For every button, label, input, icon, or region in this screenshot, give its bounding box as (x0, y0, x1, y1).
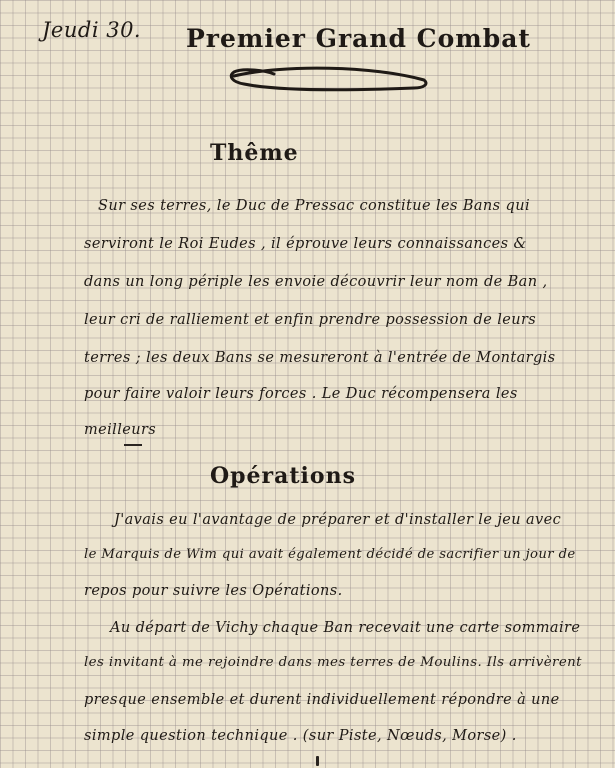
operations-heading: Opérations (210, 463, 356, 489)
operations-line-5: les invitant à me rejoindre dans mes terres de Moulins. Ils arrivèrent (84, 655, 582, 670)
theme-line-7: meilleurs (84, 422, 157, 438)
ink-mark (316, 756, 319, 766)
operations-line-4: Au départ de Vichy chaque Ban recevait une carte sommaire (110, 620, 581, 636)
entry-date: Jeudi 30. (42, 18, 142, 42)
theme-line-2: serviront le Roi Eudes , il éprouve leurs connaissances & (84, 236, 527, 252)
operations-line-3: repos pour suivre les Opérations. (84, 583, 343, 599)
theme-line-3: dans un long périple les envoie découvrir leur nom de Ban , (84, 274, 548, 290)
underline-mark (124, 444, 142, 446)
operations-line-2: le Marquis de Wim qui avait également décidé de sacrifier un jour de (84, 547, 576, 562)
theme-heading: Thême (210, 140, 299, 166)
page-title: Premier Grand Combat (186, 24, 531, 53)
theme-line-1: Sur ses terres, le Duc de Pressac constitue les Bans qui (98, 198, 530, 214)
operations-line-1: J'avais eu l'avantage de préparer et d'installer le jeu avec (114, 512, 562, 528)
theme-line-4: leur cri de ralliement et enfin prendre possession de leurs (84, 312, 537, 328)
operations-line-7: simple question technique . (sur Piste, Nœuds, Morse) . (84, 728, 517, 744)
theme-line-5: terres ; les deux Bans se mesureront à l'entrée de Montargis (84, 350, 556, 366)
operations-line-6: presque ensemble et durent individuellement répondre à une (84, 692, 560, 708)
title-flourish (224, 62, 434, 102)
theme-line-6: pour faire valoir leurs forces . Le Duc récompensera les (84, 386, 518, 402)
